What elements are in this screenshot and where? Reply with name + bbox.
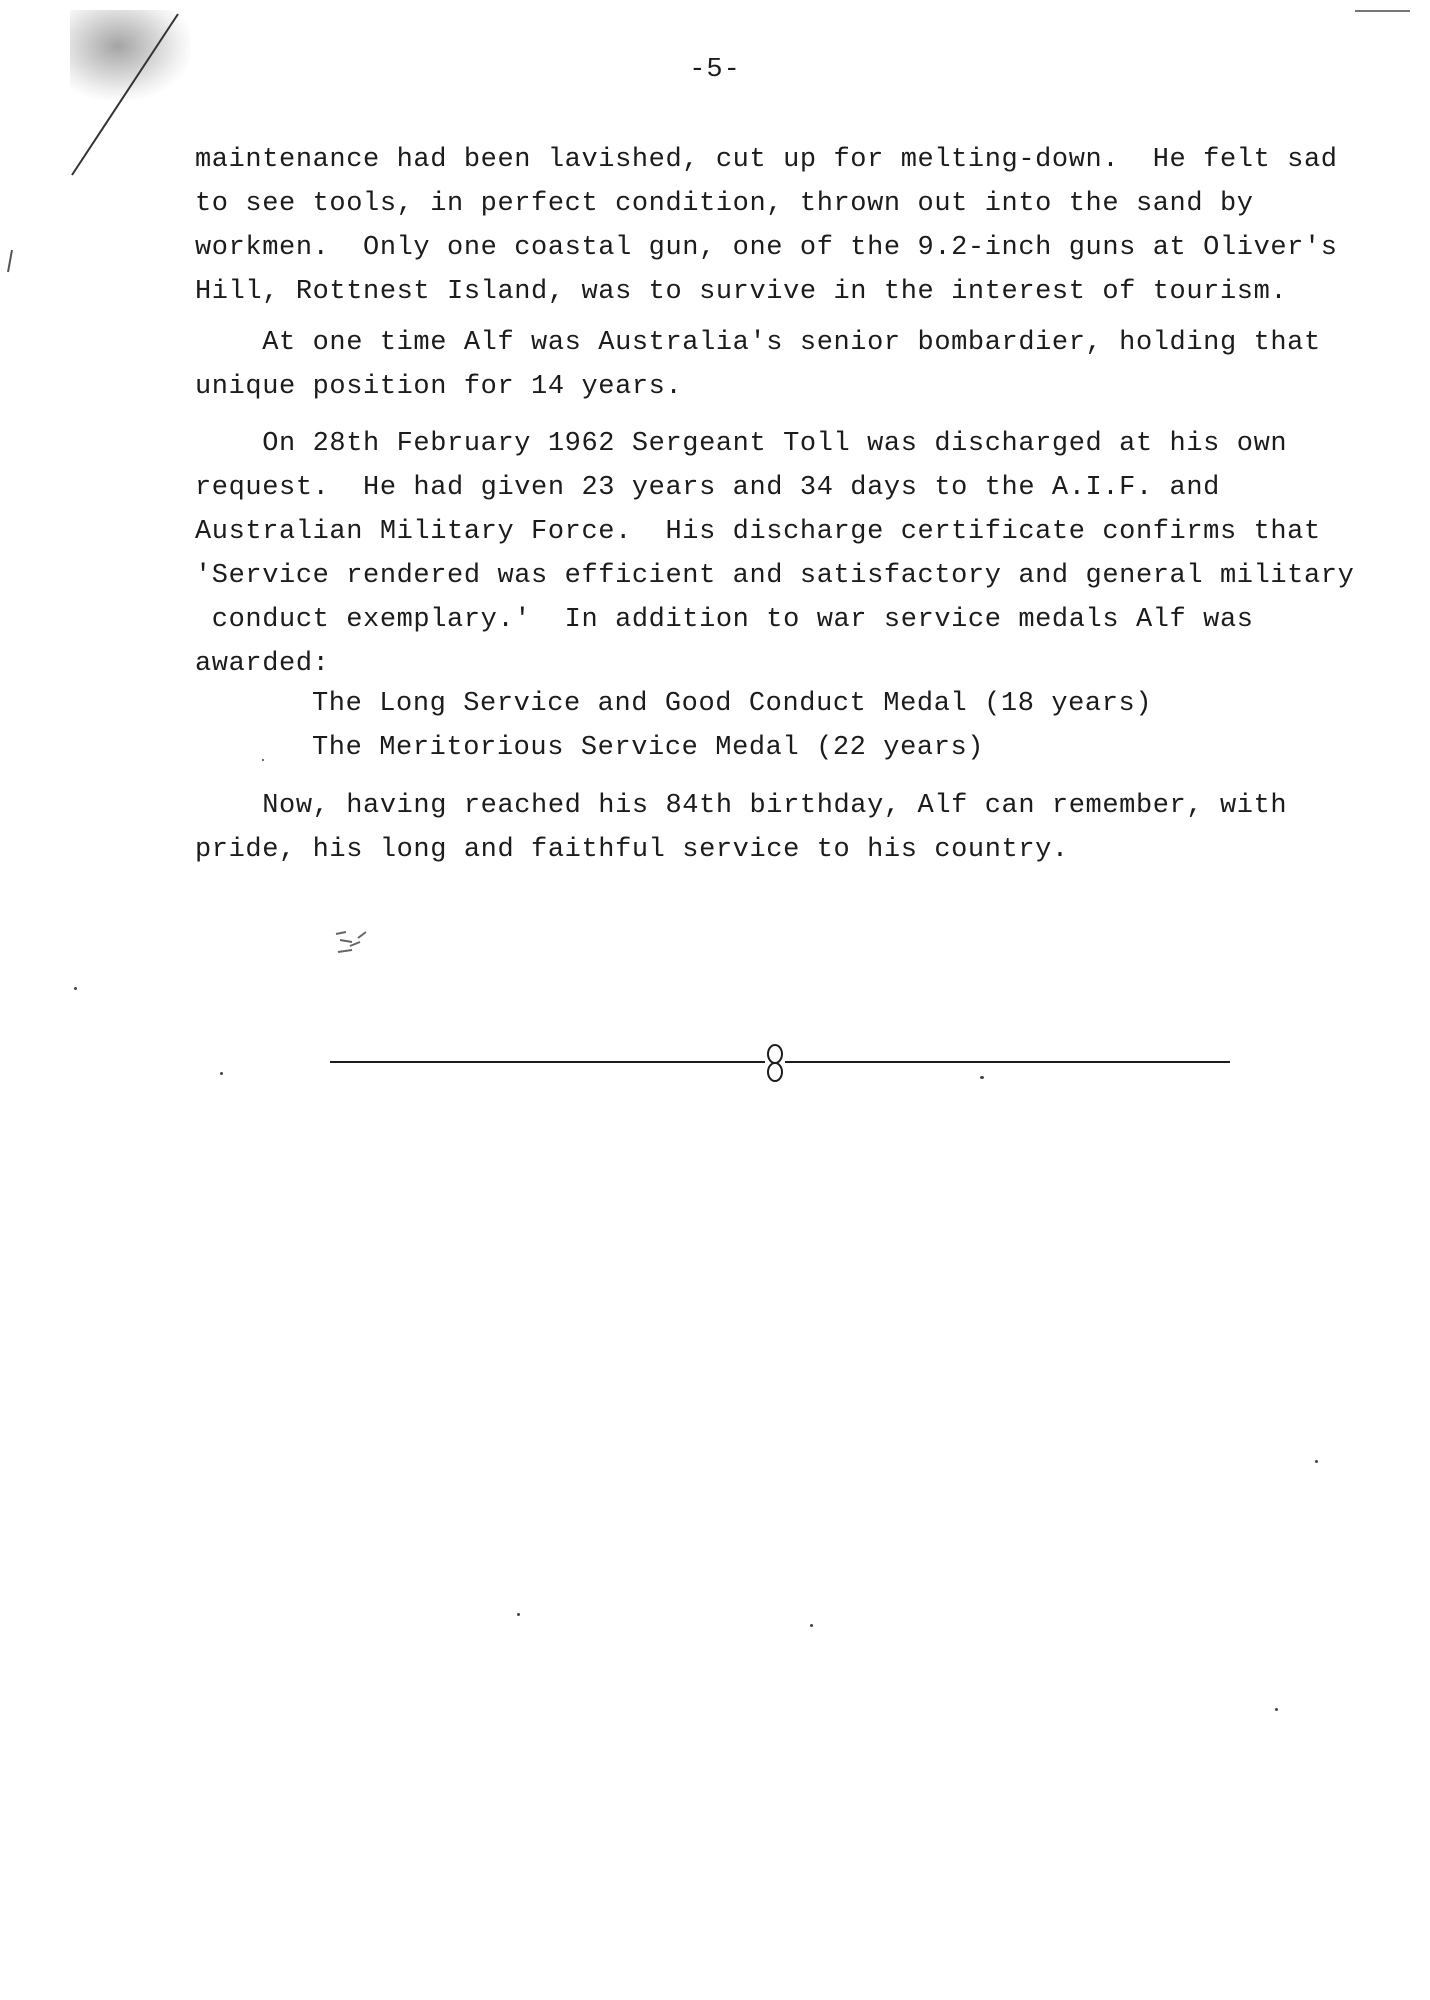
scan-speck <box>1275 1708 1278 1711</box>
scan-edge-mark <box>1355 10 1410 12</box>
scan-speck <box>1315 1460 1318 1463</box>
paragraph-line: maintenance had been lavished, cut up for melting-down. He felt sad <box>195 145 1338 175</box>
paragraph-line: to see tools, in perfect condition, thrown out into the sand by <box>195 189 1254 219</box>
paragraph-line: 'Service rendered was efficient and satisfactory and general military <box>195 561 1355 591</box>
paragraph-line: Hill, Rottnest Island, was to survive in the interest of tourism. <box>195 277 1288 307</box>
paragraph-line: conduct exemplary.' In addition to war service medals Alf was <box>195 605 1254 635</box>
paragraph-line: workmen. Only one coastal gun, one of the 9.2-inch guns at Oliver's <box>195 233 1338 263</box>
scan-corner-mark <box>0 0 200 280</box>
paragraph-line: On 28th February 1962 Sergeant Toll was discharged at his own <box>195 429 1288 459</box>
page-number: -5- <box>689 55 741 85</box>
paragraph-line: Australian Military Force. His discharge certificate confirms that <box>195 517 1321 547</box>
scan-speck <box>810 1624 813 1627</box>
paragraph-line: request. He had given 23 years and 34 days to the A.I.F. and <box>195 473 1220 503</box>
paragraph-line: awarded: <box>195 649 330 679</box>
scan-speck <box>74 987 77 990</box>
paragraph-line: At one time Alf was Australia's senior bombardier, holding that <box>195 328 1321 358</box>
paragraph-line: Now, having reached his 84th birthday, Alf can remember, with <box>195 791 1288 821</box>
medal-item: The Long Service and Good Conduct Medal (18 years) <box>312 689 1153 719</box>
scan-speck <box>980 1076 984 1079</box>
scan-speck <box>517 1613 520 1616</box>
paragraph-line: unique position for 14 years. <box>195 372 683 402</box>
section-divider-ornament <box>330 1040 1230 1090</box>
medal-item: The Meritorious Service Medal (22 years) <box>312 733 985 763</box>
scan-speck <box>220 1072 223 1075</box>
ink-smudge <box>332 928 392 968</box>
scan-speck <box>262 759 264 761</box>
paragraph-line: pride, his long and faithful service to his country. <box>195 835 1069 865</box>
